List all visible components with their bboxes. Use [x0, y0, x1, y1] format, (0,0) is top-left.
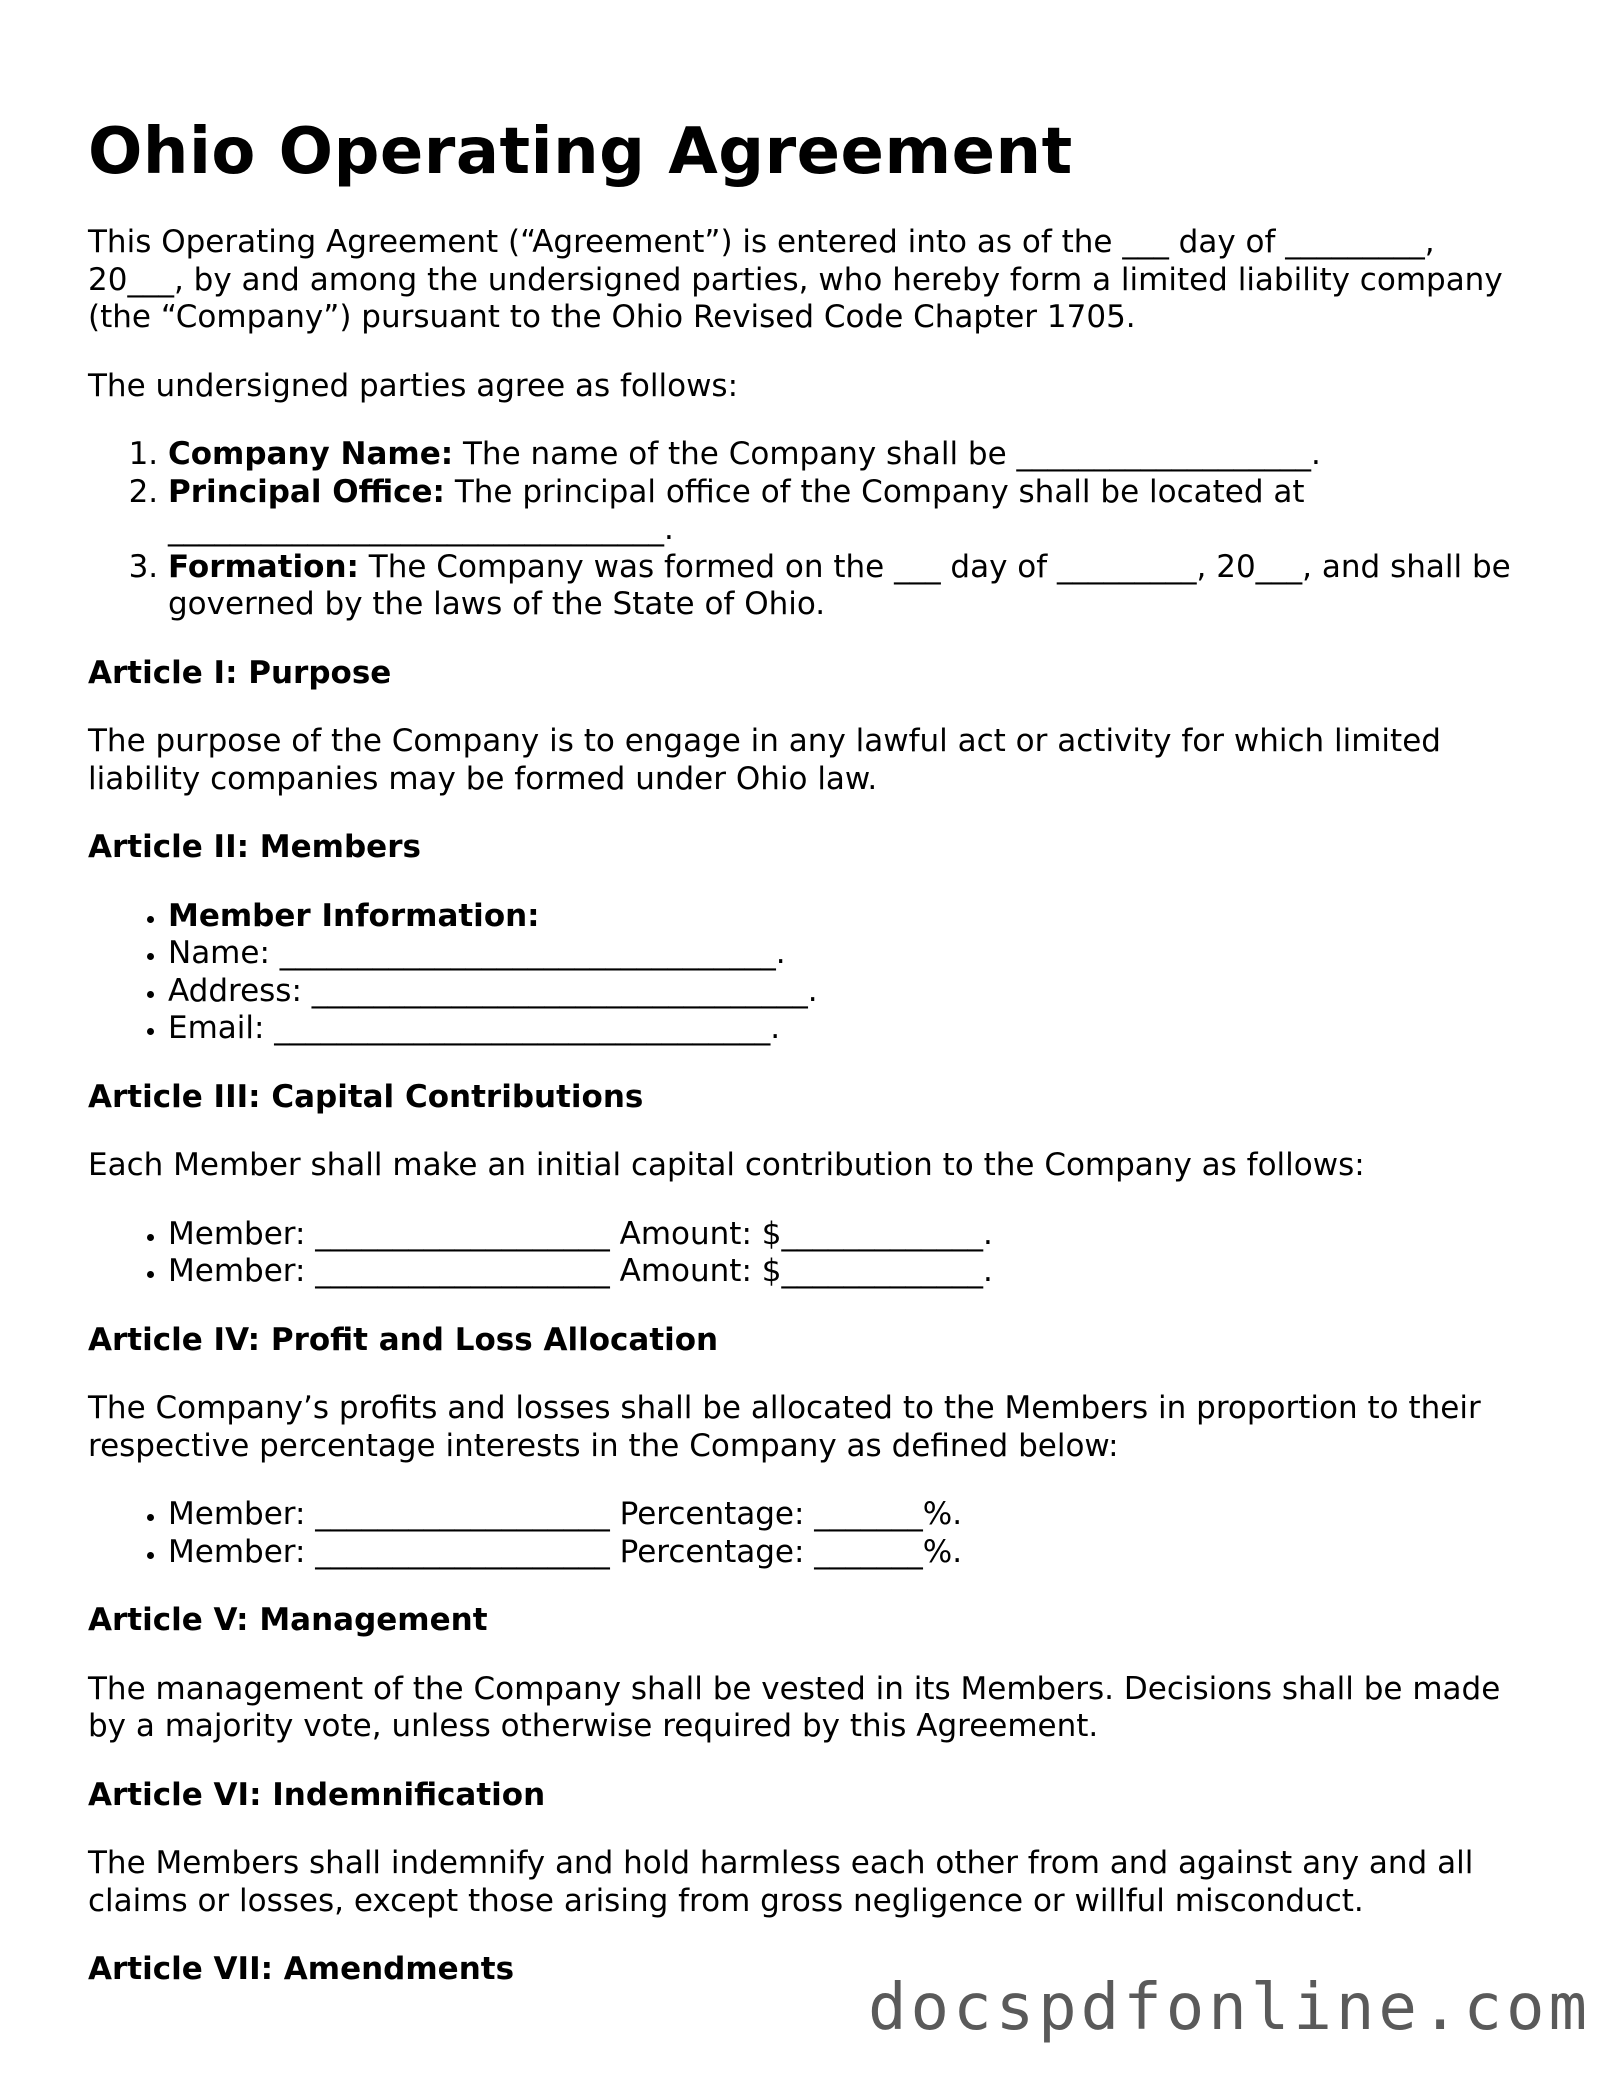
capital-contributions-list	[88, 1216, 1538, 1291]
list-item: • Member: ___________________ Percentage: _______%.	[168, 1534, 1538, 1572]
term-label: Formation:	[168, 548, 359, 585]
term-text: The name of the Company shall be ___________________.	[453, 436, 1321, 472]
article-2-heading: Article II: Members	[88, 829, 421, 865]
agree-line: The undersigned parties agree as follows:	[88, 367, 739, 404]
list-item: • Address: ________________________________.	[168, 973, 1538, 1011]
article-1-heading: Article I: Purpose	[88, 654, 392, 691]
article-5-body: The management of the Company shall be vested in its Members. Decisions shall be made by a majority vote, unless otherwise required by this Agreement.	[88, 1670, 1501, 1744]
article-7-heading: Article VII: Amendments	[88, 1951, 515, 1987]
article-6-body: The Members shall indemnify and hold harmless each other from and against any and all claims or losses, except those arising from gross negligence or willful misconduct.	[88, 1845, 1474, 1919]
intro-paragraph: This Operating Agreement (“Agreement”) is entered into as of the ___ day of _________, 20___, by and among the undersigned parties, who hereby form a limited liability company (the “Company”) pursuant to the Ohio Revised Code Chapter 1705.	[88, 224, 1503, 335]
article-1-body: The purpose of the Company is to engage in any lawful act or activity for which limited liability companies may be formed under Ohio law.	[88, 723, 1441, 797]
numbered-terms-list	[88, 436, 1538, 624]
document-page	[88, 110, 1538, 2020]
term-text: The principal office of the Company shall be located at ________________________________.	[168, 473, 1305, 547]
term-label: Principal Office:	[168, 473, 445, 510]
list-item	[168, 436, 1538, 474]
member-info-label: Member Information:	[168, 897, 540, 934]
list-item: • Name: ________________________________.	[168, 935, 1538, 973]
list-item: • Member: ___________________ Amount: $_____________.	[168, 1216, 1538, 1254]
article-5-heading: Article V: Management	[88, 1602, 488, 1638]
member-info-list	[88, 898, 1538, 1048]
article-3-heading: Article III: Capital Contributions	[88, 1078, 644, 1115]
article-3-body: Each Member shall make an initial capital contribution to the Company as follows:	[88, 1147, 1365, 1183]
term-label: Company Name:	[168, 436, 454, 472]
document-title: Ohio Operating Agreement	[88, 115, 1073, 189]
list-item: • Email: ________________________________.	[168, 1010, 1538, 1048]
article-4-body: The Company’s profits and losses shall be allocated to the Members in proportion to their respective percentage interests in the Company as defined below:	[88, 1390, 1481, 1464]
list-item	[168, 549, 1538, 624]
article-4-heading: Article IV: Profit and Loss Allocation	[88, 1321, 719, 1358]
article-6-heading: Article VI: Indemnification	[88, 1776, 546, 1813]
list-item	[168, 474, 1538, 549]
list-item: • Member: ___________________ Amount: $_____________.	[168, 1253, 1538, 1291]
list-item: • Member: ___________________ Percentage: _______%.	[168, 1496, 1538, 1534]
list-item	[168, 898, 1538, 936]
watermark: docspdfonline.com	[868, 1971, 1592, 2045]
term-text: The Company was formed on the ___ day of _________, 20___, and shall be governed by the laws of the State of Ohio.	[168, 548, 1511, 622]
allocation-list	[88, 1496, 1538, 1571]
